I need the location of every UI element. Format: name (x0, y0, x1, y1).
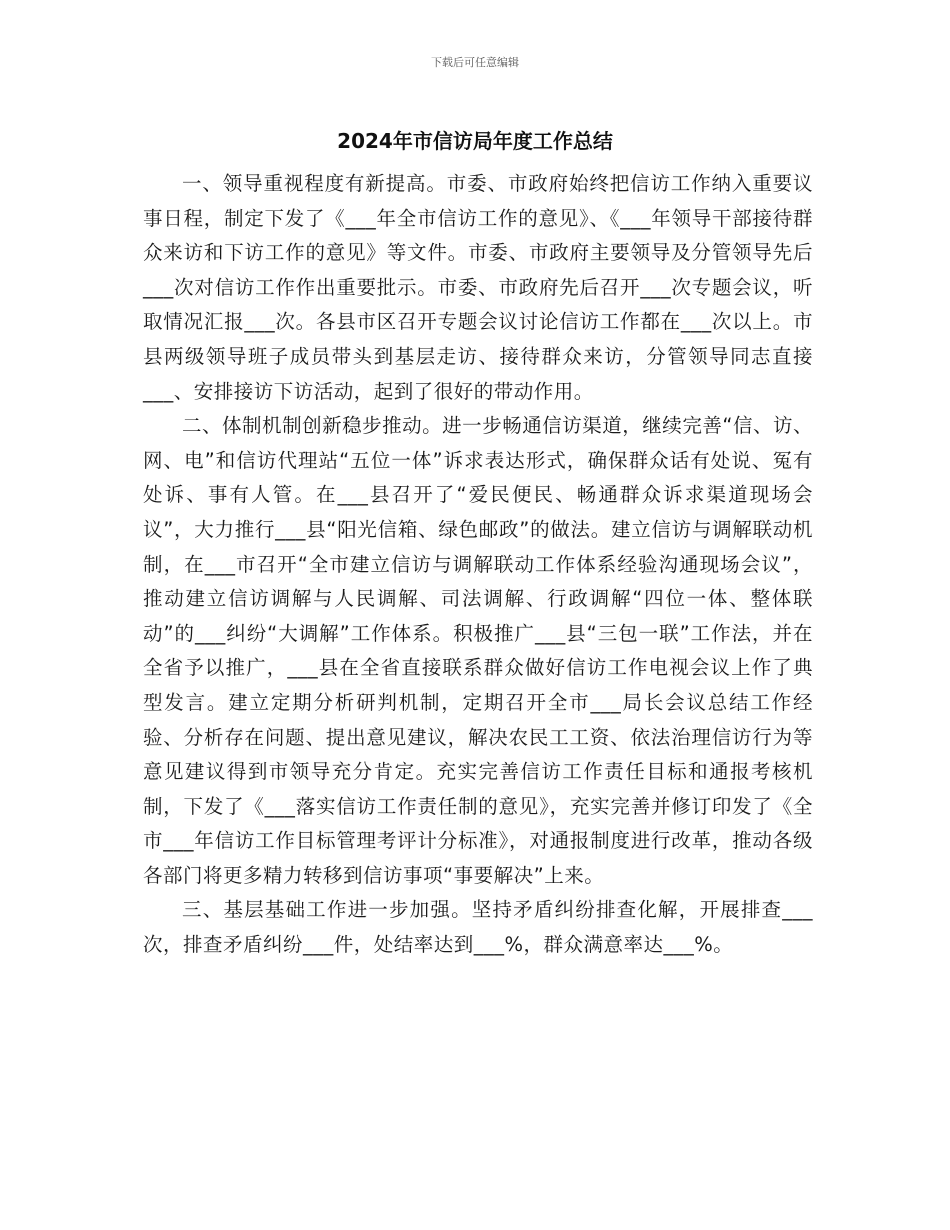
document-body (143, 167, 813, 963)
header-note: 下载后可任意编辑 (431, 56, 519, 69)
paragraph-2: 二、体制机制创新稳步推动。进一步畅通信访渠道，继续完善“信、访、网、电”和信访代理站“五位一体”诉求表达形式，确保群众话有处说、冤有处诉、事有人管。在___县召开了“爱民便民、畅通群众诉求渠道现场会议”，大力推行___县“阳光信箱、绿色邮政”的做法。建立信访与调解联动机制，在___市召开“全市建立信访与调解联动工作体系经验沟通现场会议”，推动建立信访调解与人民调解、司法调解、行政调解“四位一体、整体联动”的___纠纷“大调解”工作体系。积极推广___县“三包一联”工作法，并在全省予以推广，___县在全省直接联系群众做好信访工作电视会议上作了典型发言。建立定期分析研判机制，定期召开全市___局长会议总结工作经验、分析存在问题、提出意见建议，解决农民工工资、依法治理信访行为等意见建议得到市领导充分肯定。充实完善信访工作责任目标和通报考核机制，下发了《___落实信访工作责任制的意见》，充实完善并修订印发了《全市___年信访工作目标管理考评计分标准》，对通报制度进行改革，推动各级各部门将更多精力转移到信访事项“事要解决”上来。 (143, 414, 813, 887)
paragraph-3: 三、基层基础工作进一步加强。坚持矛盾纠纷排查化解，开展排查___次，排查矛盾纠纷___件，处结率达到___%，群众满意率达___%。 (143, 898, 813, 957)
paragraph-1: 一、领导重视程度有新提高。市委、市政府始终把信访工作纳入重要议事日程，制定下发了《___年全市信访工作的意见》、《___年领导干部接待群众来访和下访工作的意见》等文件。市委、市政府主要领导及分管领导先后___次对信访工作作出重要批示。市委、市政府先后召开___次专题会议，听取情况汇报___次。各县市区召开专题会议讨论信访工作都在___次以上。市县两级领导班子成员带头到基层走访、接待群众来访，分管领导同志直接___、安排接访下访活动，起到了很好的带动作用。 (143, 172, 813, 403)
page-title: 2024年市信访局年度工作总结 (337, 129, 613, 153)
